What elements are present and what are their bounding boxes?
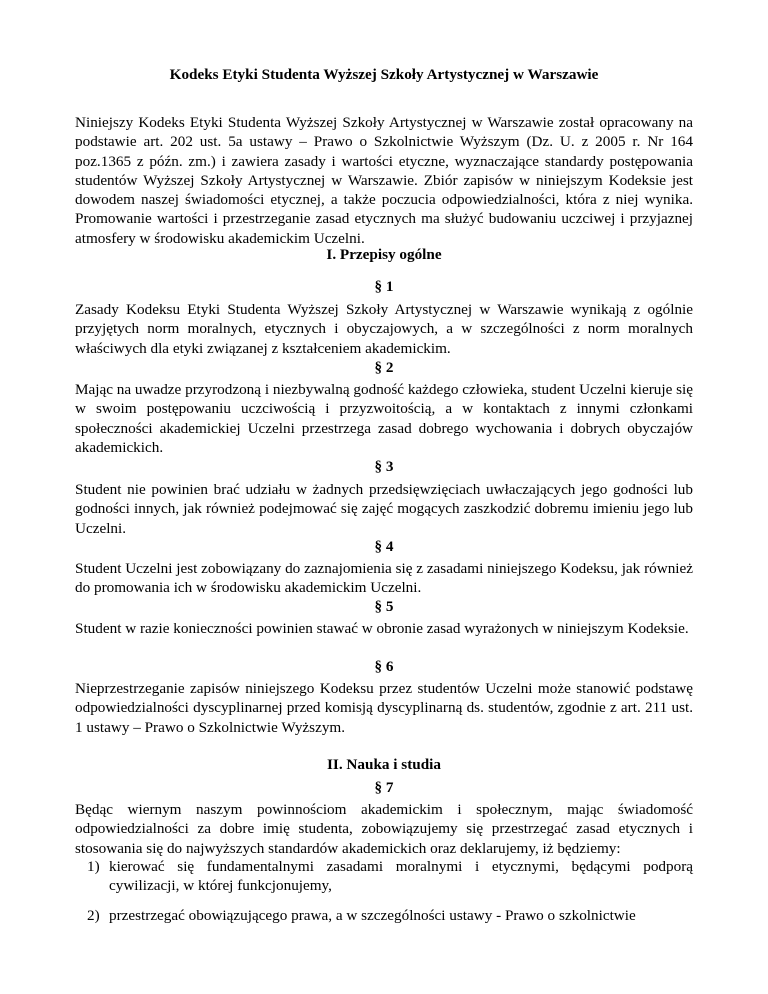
list-item-number: 2)	[87, 907, 100, 924]
paragraph-number-1: § 1	[374, 278, 394, 295]
intro-paragraph: Niniejszy Kodeks Etyki Studenta Wyższej Szkoły Artystycznej w Warszawie został opracowany na podstawie art. 202 ust. 5a ustawy – Prawo o Szkolnictwie Wyższym (Dz. U. z 2005 r. Nr 164 poz.1365 z późn. zm.) i zawiera zasady i wartości etyczne, wyznaczające standardy postępowania studentów Wyższej Szkoły Artystycznej w Warszawie. Zbiór zapisów w niniejszym Kodeksie jest dowodem naszej świadomości etycznej, a także poczucia odpowiedzialności, która z niej wynika. Promowanie wartości i przestrzeganie zasad etycznych ma służyć budowaniu uczciwej i przyjaznej atmosfery w środowisku akademickim Uczelni.	[75, 114, 693, 247]
paragraph-text-5: Student w razie konieczności powinien stawać w obronie zasad wyrażonych w niniejszym Kodeksie.	[75, 620, 689, 637]
document-title: Kodeks Etyki Studenta Wyższej Szkoły Artystycznej w Warszawie	[169, 66, 599, 83]
list-item-text: kierować się fundamentalnymi zasadami moralnymi i etycznymi, będącymi podporą cywilizacji, w której funkcjonujemy,	[109, 858, 693, 895]
list-item-text: przestrzegać obowiązującego prawa, a w szczególności ustawy - Prawo o szkolnictwie	[109, 907, 636, 924]
paragraph-number-2: § 2	[374, 359, 394, 376]
list-item	[87, 857, 693, 896]
list-item-number: 1)	[87, 858, 100, 875]
section-heading-general: I. Przepisy ogólne	[326, 246, 442, 263]
list-item	[87, 906, 693, 925]
paragraph-text-6: Nieprzestrzeganie zapisów niniejszego Kodeksu przez studentów Uczelni może stanowić podstawę odpowiedzialności dyscyplinarnej przed komisją dyscyplinarną ds. studentów, zgodnie z art. 211 ust. 1 ustawy – Prawo o Szkolnictwie Wyższym.	[75, 680, 693, 736]
paragraph-number-6: § 6	[374, 658, 394, 675]
paragraph-number-3: § 3	[374, 458, 394, 475]
paragraph-text-3: Student nie powinien brać udziału w żadnych przedsięwzięciach uwłaczających jego godności lub godności innych, jak również podejmować się zajęć mogących zaszkodzić dobremu imieniu jego lub Uczelni.	[75, 481, 693, 537]
paragraph-text-4: Student Uczelni jest zobowiązany do zaznajomienia się z zasadami niniejszego Kodeksu, jak również do promowania ich w środowisku akademickim Uczelni.	[75, 560, 693, 597]
paragraph-number-7: § 7	[374, 779, 394, 796]
paragraph-text-2: Mając na uwadze przyrodzoną i niezbywalną godność każdego człowieka, student Uczelni kieruje się w swoim postępowaniu uczciwością i przyzwoitością, a w kontaktach z innymi członkami społeczności akademickiej Uczelni przestrzega zasad dobrego wychowania i dobrych obyczajów akademickich.	[75, 381, 693, 456]
paragraph-number-5: § 5	[374, 598, 394, 615]
paragraph-text-7: Będąc wiernym naszym powinnościom akademickim i społecznym, mając świadomość odpowiedzialności za dobre imię studenta, zobowiązujemy się przestrzegać zasad etycznych i stosowania się do najwyższych standardów akademickich oraz deklarujemy, iż będziemy:	[75, 801, 693, 857]
section-heading-studies: II. Nauka i studia	[327, 756, 441, 773]
paragraph-number-4: § 4	[374, 538, 394, 555]
paragraph-text-1: Zasady Kodeksu Etyki Studenta Wyższej Szkoły Artystycznej w Warszawie wynikają z ogólnie przyjętych norm moralnych, etycznych i obyczajowych, a w szczególności z norm moralnych właściwych dla etyki związanej z kształceniem akademickim.	[75, 301, 693, 357]
